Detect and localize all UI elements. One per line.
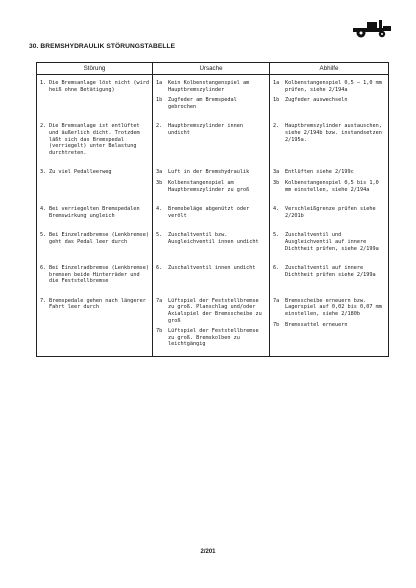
list-item: [273, 298, 386, 318]
list-item: [156, 180, 267, 193]
item-number: 1b: [156, 97, 163, 104]
table-row: [37, 293, 389, 357]
item-text: Entlüften siehe 2/199c: [285, 169, 354, 176]
item-number: 7b: [156, 328, 163, 335]
table-row: [37, 164, 389, 201]
cell-abhilfe: [270, 118, 389, 164]
item-text: Bremsbeläge abgenützt oder verölt: [168, 206, 250, 219]
list-item: [273, 169, 386, 176]
list-item: [40, 123, 150, 156]
header-stoerung: Störung: [37, 63, 153, 75]
list-item: [156, 206, 267, 219]
item-number: 1a: [156, 80, 163, 86]
header-ursache: Ursache: [153, 63, 270, 75]
cell-abhilfe: [270, 227, 389, 260]
tractor-logo: [352, 20, 392, 38]
item-number: 1b: [273, 97, 280, 104]
cell-ursache: [153, 201, 270, 227]
item-number: 3a: [156, 169, 163, 176]
item-number: 7b: [273, 321, 280, 328]
list-item: [273, 123, 386, 143]
item-number: 2.: [40, 123, 47, 130]
item-text: Hauptbremszylinder innen undicht: [168, 123, 243, 136]
list-item: [273, 322, 386, 329]
troubleshooting-table: [36, 62, 389, 357]
item-text: Die Bremsanlage löst nicht (wird heiß ohne Betätigung): [49, 80, 149, 93]
item-text: Bremspedale gehen nach längerer Fahrt leer durch: [49, 297, 146, 311]
item-text: Zuschaltventil bzw. Ausgleichventil innen undicht: [168, 232, 259, 245]
cell-abhilfe: [270, 293, 389, 357]
item-number: 2.: [273, 123, 280, 130]
item-text: Bremssattel erneuern: [285, 321, 348, 328]
cell-stoerung: [37, 164, 153, 201]
item-text: Die Bremsanlage ist entlüftet und äußerlich dicht. Trotzdem läßt sich das Bremspedal (verriegelt) unter Belastung durchtreten.: [49, 123, 140, 156]
list-item: [273, 97, 386, 104]
list-item: [156, 123, 267, 136]
item-text: Kolbenstangenspiel 0,5 – 1,0 mm prüfen, siehe 2/194a: [285, 80, 382, 93]
item-text: Bei verriegelten Bremspedalen Bremswirkung ungleich: [49, 206, 140, 219]
cell-ursache: [153, 164, 270, 201]
list-item: [40, 169, 150, 176]
item-text: Kein Kolbenstangenspiel am Hauptbremszylinder: [168, 80, 250, 93]
cell-abhilfe: [270, 164, 389, 201]
list-item: [40, 298, 150, 311]
item-text: Zu viel Pedalleerweg: [49, 169, 112, 176]
cell-abhilfe: [270, 201, 389, 227]
item-text: Lüftspiel der Feststellbremse zu groß. Planschlag und/oder Axialspiel der Bremsscheibe zu groß: [168, 297, 262, 324]
list-item: [273, 206, 386, 219]
list-item: [156, 169, 267, 176]
table-row: [37, 75, 389, 119]
list-item: [40, 232, 150, 245]
item-number: 5.: [156, 232, 163, 239]
list-item: [40, 80, 150, 93]
item-text: Bei Einzelradbremse (Lenkbremse) geht das Pedal leer durch: [49, 232, 149, 245]
list-item: [273, 232, 386, 252]
cell-stoerung: [37, 75, 153, 119]
list-item: [273, 265, 386, 278]
page-number: 2/201: [200, 549, 216, 555]
item-number: 3b: [273, 179, 280, 186]
item-text: Bei Einzelradbremse (Lenkbremse) bremsen beide Hinterräder und die Feststellbremse: [49, 265, 149, 285]
item-text: Bremsscheibe erneuern bzw. Lagerspiel auf 0,02 bis 0,07 mm einstellen, siehe 2/180b: [285, 297, 382, 318]
header-abhilfe: Abhilfe: [270, 63, 389, 75]
cell-ursache: [153, 293, 270, 357]
cell-ursache: [153, 75, 270, 119]
list-item: [40, 206, 150, 219]
item-number: 6.: [156, 265, 163, 272]
cell-ursache: [153, 118, 270, 164]
list-item: [273, 180, 386, 193]
item-number: 1a: [273, 80, 280, 86]
table-row: [37, 260, 389, 293]
item-number: 6.: [40, 265, 47, 272]
cell-abhilfe: [270, 75, 389, 119]
item-number: 3b: [156, 179, 163, 186]
cell-stoerung: [37, 293, 153, 357]
cell-stoerung: [37, 201, 153, 227]
page-title: 30. BREMSHYDRAULIK STÖRUNGSTABELLE: [29, 43, 176, 50]
item-number: 3a: [273, 169, 280, 176]
cell-stoerung: [37, 227, 153, 260]
cell-abhilfe: [270, 260, 389, 293]
list-item: [156, 265, 267, 272]
item-number: 4.: [156, 206, 163, 213]
list-item: [156, 298, 267, 324]
cell-ursache: [153, 260, 270, 293]
list-item: [273, 80, 386, 93]
item-number: 7.: [40, 297, 47, 304]
table-row: [37, 118, 389, 164]
item-number: 4.: [40, 206, 47, 213]
item-text: Zugfeder am Bremspedal gebrochen: [168, 97, 237, 110]
item-text: Lüftspiel der Feststellbremse zu groß. Bremskolben zu leichtgängig: [168, 328, 259, 348]
list-item: [40, 265, 150, 285]
cell-stoerung: [37, 260, 153, 293]
item-number: 4.: [273, 206, 280, 213]
item-text: Kolbenstangenspiel am Hauptbremszylinder zu groß: [168, 179, 250, 193]
item-text: Zuschaltventil innen undicht: [168, 265, 256, 272]
item-number: 2.: [156, 123, 163, 130]
list-item: [156, 328, 267, 348]
cell-stoerung: [37, 118, 153, 164]
list-item: [156, 232, 267, 245]
item-text: Verschleißgrenze prüfen siehe 2/201b: [285, 206, 376, 219]
item-number: 3.: [40, 169, 47, 176]
item-text: Zugfeder auswechseln: [285, 97, 348, 104]
item-text: Zuschaltventil auf innere Dichtheit prüfen siehe 2/199a: [285, 265, 376, 278]
item-text: Hauptbremszylinder austauschen, siehe 2/194b bzw. instandsetzen 2/195a.: [285, 123, 382, 143]
item-number: 1.: [40, 80, 47, 86]
item-number: 6.: [273, 265, 280, 272]
list-item: [156, 97, 267, 110]
item-text: Kolbenstangenspiel 0,5 bis 1,0 mm einstellen, siehe 2/194a: [285, 179, 379, 193]
table-row: [37, 227, 389, 260]
table-row: [37, 201, 389, 227]
cell-ursache: [153, 227, 270, 260]
item-text: Zuschaltventil und Ausgleichventil auf innere Dichtheit prüfen, siehe 2/199a: [285, 232, 379, 252]
item-number: 5.: [273, 232, 280, 239]
item-number: 5.: [40, 232, 47, 239]
item-number: 7a: [273, 297, 280, 304]
item-number: 7a: [156, 297, 163, 304]
list-item: [156, 80, 267, 93]
item-text: Luft in der Bremshydraulik: [168, 169, 250, 176]
